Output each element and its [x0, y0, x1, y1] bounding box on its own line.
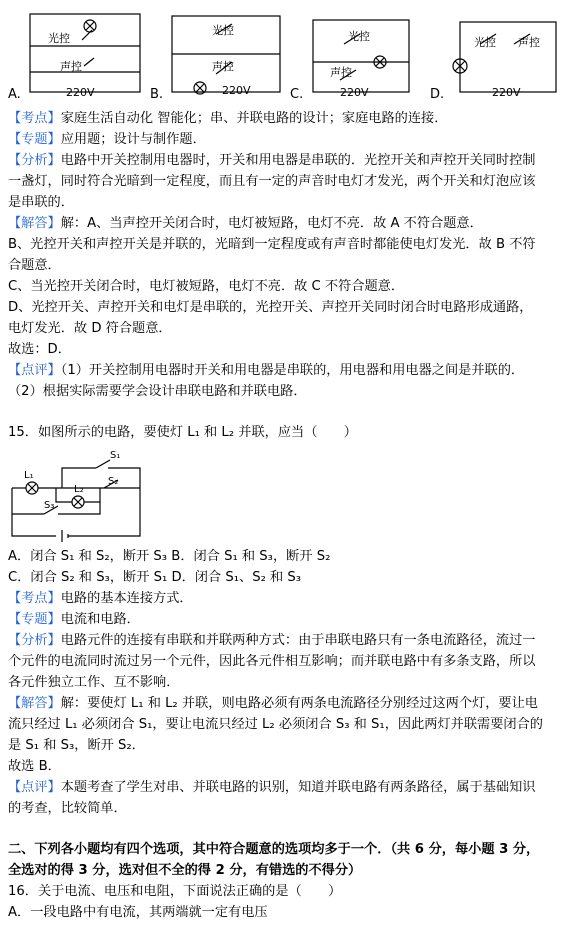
q15-fenxi [8, 632, 536, 650]
q14-jieda-line-4: C、当光控开关闭合时，电灯被短路，电灯不亮．故 C 不符合题意． [8, 279, 405, 294]
q15-jieda-line-2: 流只经过 L₁ 必须闭合 S₁，要让电流只经过 L₂ 必须闭合 S₃ 和 S₁，因此两灯并联需要闭合的 [8, 717, 543, 732]
q14d-sound-switch-label: 声控 [518, 36, 540, 49]
q14c-light-switch-label: 光控 [348, 30, 370, 43]
q15-jieda-line-3: 是 S₁ 和 S₃，断开 S₂． [8, 738, 145, 753]
q14-jieda-line-5: D、光控开关、声控开关和电灯是串联的，光控开关、声控开关同时闭合时电路形成通路， [8, 300, 533, 315]
q14a-sound-switch-label: 声控 [60, 60, 82, 73]
kaodian-tag: 【考点】 [8, 111, 61, 126]
q14a-voltage-label: 220V [66, 86, 95, 99]
q15-s1-label: S₁ [110, 450, 121, 461]
q15-fenxi-line-3: 各元件独立工作、互不影响． [8, 675, 180, 690]
q14c-sound-switch-label: 声控 [330, 66, 352, 79]
dianping-line: （1）开关控制用电器时开关和用电器是串联的，用电器和用电器之间是并联的． [60, 363, 525, 378]
q15-fenxi-line-2: 个元件的电流同时流过另一个元件，因此各元件相互影响；而并联电路中有多条支路，所以 [8, 654, 536, 669]
q15-stem: 15．如图所示的电路，要使灯 L₁ 和 L₂ 并联，应当（ ） [8, 425, 357, 440]
q14-answer: 故选：D． [8, 342, 71, 357]
zhuanti-tag: 【专题】 [8, 612, 61, 627]
q15-zhuanti [8, 611, 140, 629]
q15-s3-label: S₃ [44, 500, 55, 511]
q16-option-a: A．一段电路中有电流，其两端就一定有电压 [8, 905, 268, 920]
q14b-light-switch-label: 光控 [212, 24, 234, 37]
q14-fenxi [8, 152, 536, 170]
q14-option-a-label: A. [8, 87, 21, 102]
zhuanti-tag: 【专题】 [8, 132, 61, 147]
q15-dianping-line-2: 的考查，比较简单． [8, 801, 127, 816]
q15-kaodian [8, 590, 193, 608]
q14-jieda-line-6: 电灯发光．故 D 符合题意． [8, 321, 172, 336]
zhuanti-text: 应用题；设计与制作题． [60, 132, 206, 147]
q15-options-ab: A．闭合 S₁ 和 S₂，断开 S₃ B．闭合 S₁ 和 S₃，断开 S₂ [8, 549, 331, 564]
jieda-line: 解：A、当声控开关闭合时，电灯被短路，电灯不亮．故 A 不符合题意． [60, 216, 483, 231]
q14-circuit-options [0, 0, 567, 104]
q15-circuit-diagram [0, 446, 160, 546]
jieda-tag: 【解答】 [8, 216, 61, 231]
q14-option-b-label: B. [150, 87, 164, 102]
q15-options-cd: C．闭合 S₂ 和 S₃，断开 S₁ D．闭合 S₁、S₂ 和 S₃ [8, 570, 302, 585]
section2-heading-line-2: 全选对的得 3 分，选对但不全的得 2 分，有错选的不得分） [8, 863, 362, 878]
q14d-light-switch-label: 光控 [474, 36, 496, 49]
q15-dianping [8, 779, 536, 797]
kaodian-text: 家庭生活自动化 智能化；串、并联电路的设计；家庭电路的连接． [60, 111, 448, 126]
q15-l2-label: L₂ [74, 484, 84, 495]
q14-kaodian [8, 110, 447, 128]
kaodian-text: 电路的基本连接方式． [60, 591, 193, 606]
zhuanti-text: 电流和电路． [60, 612, 140, 627]
fenxi-line: 电路元件的连接有串联和并联两种方式：由于串联电路只有一条电流路径，流过一 [60, 633, 536, 648]
q14c-voltage-label: 220V [340, 86, 369, 99]
fenxi-line: 电路中开关控制用电器时，开关和用电器是串联的．光控开关和声控开关同时控制 [60, 153, 536, 168]
fenxi-tag: 【分析】 [8, 633, 61, 648]
jieda-tag: 【解答】 [8, 696, 61, 711]
q14-jieda-line-2: B、光控开关和声控开关是并联的，光暗到一定程度或有声音时都能使电灯发光．故 B 不符 [8, 237, 536, 252]
q14-dianping [8, 362, 524, 380]
q14d-voltage-label: 220V [492, 86, 521, 99]
dianping-tag: 【点评】 [8, 363, 61, 378]
q15-answer: 故选 B． [8, 759, 61, 774]
q14b-voltage-label: 220V [222, 84, 251, 97]
jieda-line: 解：要使灯 L₁ 和 L₂ 并联，则电路必须有两条电流路径分别经过这两个灯，要让电 [60, 696, 538, 711]
q14b-sound-switch-label: 声控 [212, 60, 234, 73]
q14-dianping-line-2: （2）根据实际需要学会设计串联电路和并联电路． [8, 384, 307, 399]
q14a-light-switch-label: 光控 [48, 32, 70, 45]
q14-fenxi-line-2: 一盏灯，同时符合光暗到一定程度，而且有一定的声音时电灯才发光，两个开关和灯泡应该 [8, 174, 536, 189]
q14-option-d-label: D. [430, 87, 445, 102]
q15-jieda [8, 695, 538, 713]
q15-s2-label: S₂ [108, 476, 119, 487]
q15-l1-label: L₁ [24, 470, 34, 481]
q16-stem: 16．关于电流、电压和电阻，下面说法正确的是（ ） [8, 884, 342, 899]
dianping-tag: 【点评】 [8, 780, 61, 795]
fenxi-tag: 【分析】 [8, 153, 61, 168]
q14-option-c-label: C. [290, 87, 304, 102]
q14-fenxi-line-3: 是串联的． [8, 195, 74, 210]
dianping-line: 本题考查了学生对串、并联电路的识别，知道并联电路有两条路径，属于基础知识 [60, 780, 536, 795]
q14-jieda-line-3: 合题意． [8, 258, 61, 273]
q14-zhuanti [8, 131, 206, 149]
section2-heading-line-1: 二、下列各小题均有四个选项，其中符合题意的选项均多于一个．（共 6 分，每小题 3 分， [8, 842, 540, 857]
kaodian-tag: 【考点】 [8, 591, 61, 606]
q14-jieda [8, 215, 483, 233]
